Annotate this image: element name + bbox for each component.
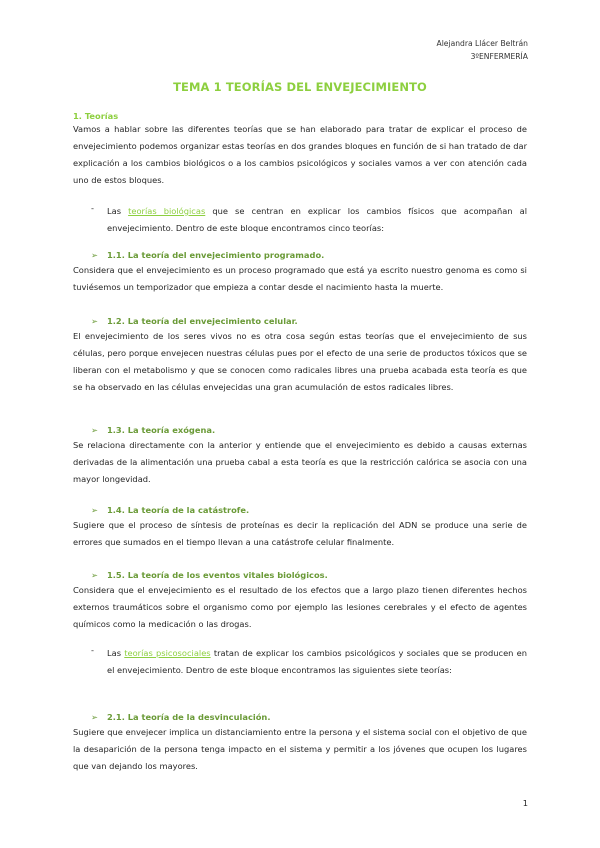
document-title: TEMA 1 TEORÍAS DEL ENVEJECIMIENTO: [173, 80, 427, 94]
arrow-bullet-icon: ➢: [91, 712, 98, 722]
subheading-text: 1.1. La teoría del envejecimiento programado.: [107, 250, 325, 260]
page-header: [437, 37, 529, 63]
arrow-bullet-icon: ➢: [91, 250, 98, 260]
paragraph-1-5: Considera que el envejecimiento es el resultado de los efectos que a largo plazo tienen diferentes hechos externos traumáticos sobre el organismo como por ejemplo las lesiones cerebrales y el efecto de agentes químicos como la medicación o las drogas.: [73, 585, 527, 630]
paragraph-2-1: Sugiere que envejecer implica un distanciamiento entre la persona y el sistema social con el objetivo de que la desaparición de la persona tenga impacto en el sistema y permitir a los jóvenes que ocupen los lugares que van dejando los mayores.: [73, 727, 527, 772]
subheading-text: 2.1. La teoría de la desvinculación.: [107, 712, 271, 722]
subheading-text: 1.3. La teoría exógena.: [107, 425, 216, 435]
link-teorias-biologicas[interactable]: teorías biológicas: [128, 206, 206, 216]
biological-paragraph: [107, 203, 527, 237]
course-label: 3ºENFERMERÍA: [470, 52, 528, 61]
paragraph-1-2: El envejecimiento de los seres vivos no es otra cosa según estas teorías que el envejecimiento de sus células, pero porque envejecen nuestras células pues por el efecto de una serie de productos tóxicos que se liberan con el metabolismo y que se conocen como radicales libres una prueba acabada esta teoría es que se ha observado en las células envejecidas una gran acumulación de estos radicales libres.: [73, 331, 527, 393]
subheading-text: 1.4. La teoría de la catástrofe.: [107, 505, 250, 515]
subheading-1-1: [91, 250, 324, 260]
arrow-bullet-icon: ➢: [91, 505, 98, 515]
subheading-text: 1.2. La teoría del envejecimiento celular.: [107, 316, 298, 326]
arrow-bullet-icon: ➢: [91, 316, 98, 326]
subheading-text: 1.5. La teoría de los eventos vitales biológicos.: [107, 570, 328, 580]
arrow-bullet-icon: ➢: [91, 425, 98, 435]
subheading-1-5: [91, 570, 328, 580]
author-name: Alejandra Llácer Beltrán: [436, 39, 528, 48]
subheading-1-2: [91, 316, 298, 326]
text-fragment: que se centran en explicar los cambios físicos que acompañan al envejecimiento. Dentro de este bloque encontramos cinco teorías:: [107, 206, 528, 234]
subheading-2-1: [91, 712, 270, 722]
text-fragment: Las: [107, 648, 122, 658]
section-heading-teorias: 1. Teorías: [73, 111, 119, 121]
subheading-1-4: [91, 505, 249, 515]
paragraph-1-3: Se relaciona directamente con la anterior y entiende que el envejecimiento es debido a causas externas derivadas de la alimentación una prueba cabal a esta teoría es que la restricción calórica se asocia con una mayor longevidad.: [73, 440, 527, 485]
paragraph-1-4: Sugiere que el proceso de síntesis de proteínas es decir la replicación del ADN se produce una serie de errores que sumados en el tiempo llevan a una catástrofe celular finalmente.: [73, 520, 527, 548]
arrow-bullet-icon: ➢: [91, 570, 98, 580]
list-item-psychosocial: [91, 645, 527, 679]
text-fragment: Las: [107, 206, 122, 216]
text-fragment: tratan de explicar los cambios psicológicos y sociales que se producen en el envejecimiento. Dentro de este bloque encontramos las siguientes siete teorías:: [107, 648, 528, 676]
paragraph-1-1: Considera que el envejecimiento es un proceso programado que está ya escrito nuestro genoma es como si tuviésemos un temporizador que empieza a contar desde el nacimiento hasta la muerte.: [73, 265, 527, 293]
subheading-1-3: [91, 425, 215, 435]
dash-bullet: -: [91, 645, 94, 655]
intro-paragraph: Vamos a hablar sobre las diferentes teorías que se han elaborado para tratar de explicar el proceso de envejecimiento podemos organizar estas teorías en dos grandes bloques en función de si han tratado de dar explicación a los cambios biológicos o a los cambios psicológicos y sociales vamos a ver con atención cada uno de estos bloques.: [73, 124, 527, 186]
page-number: 1: [522, 798, 528, 808]
list-item-biological: [91, 203, 527, 237]
link-teorias-psicosociales[interactable]: teorías psicosociales: [124, 648, 211, 658]
psychosocial-paragraph: [107, 645, 527, 679]
dash-bullet: -: [91, 203, 94, 213]
